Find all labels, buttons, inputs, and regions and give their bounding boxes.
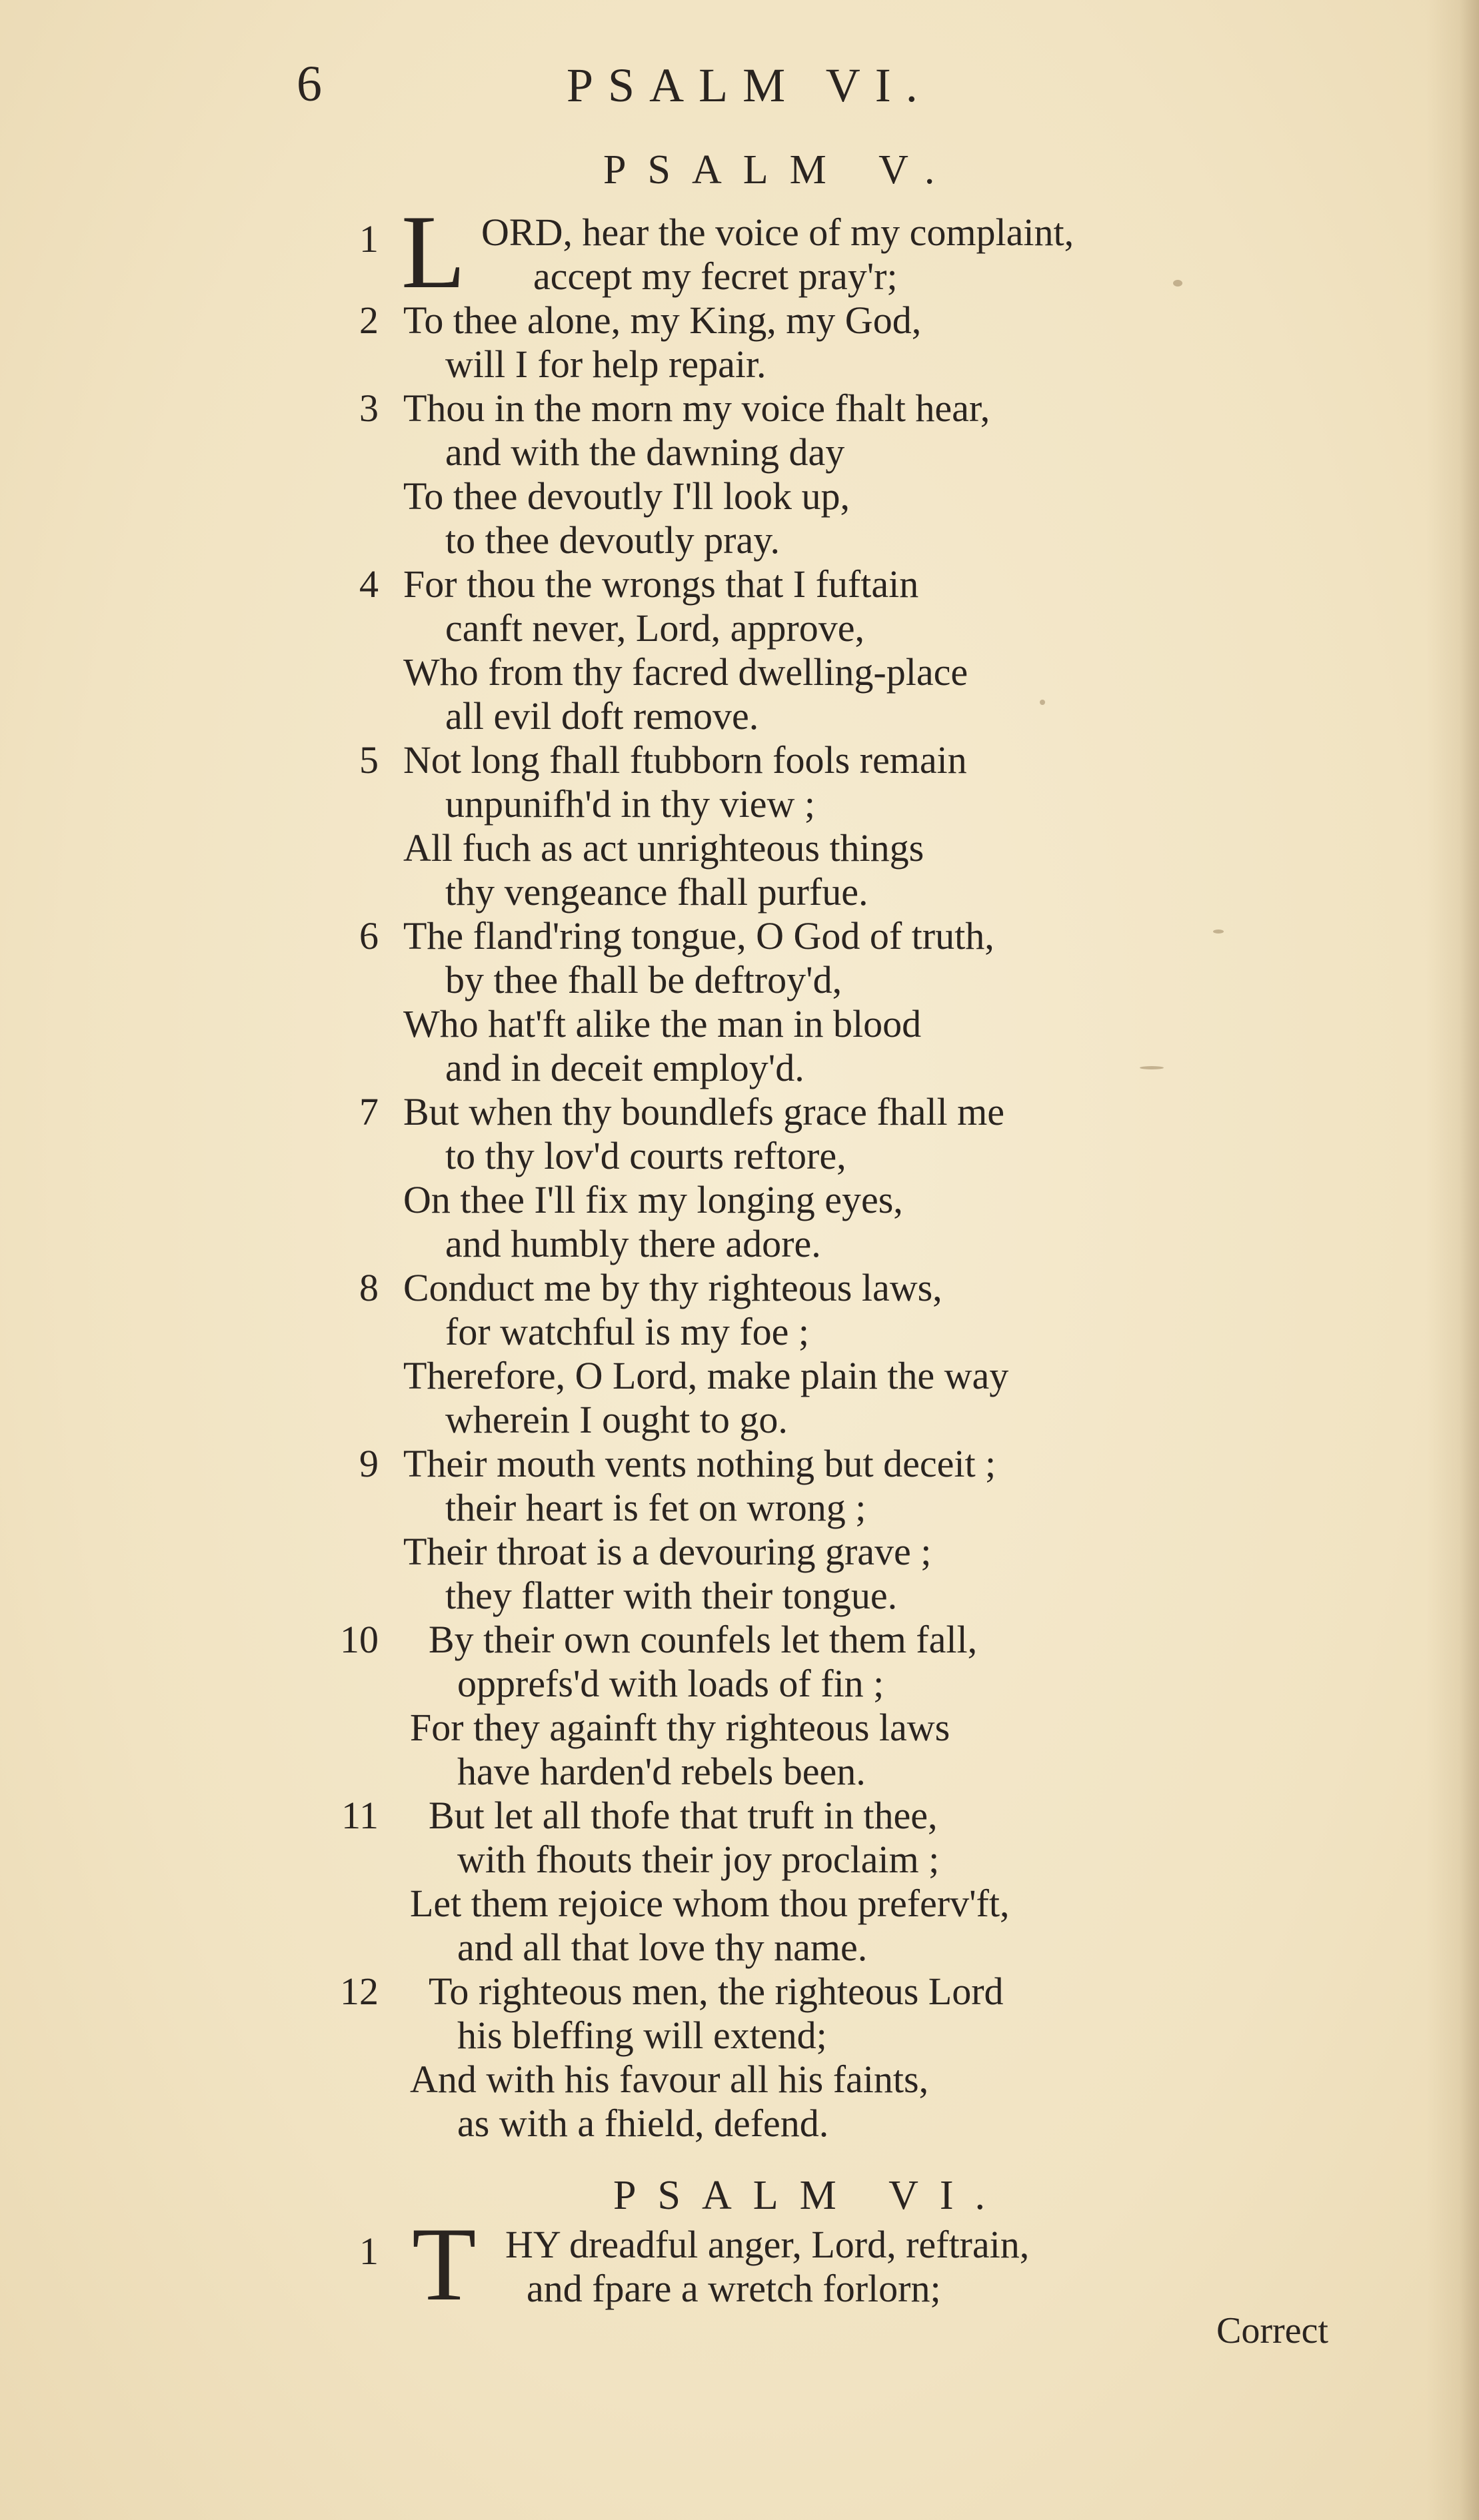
psalm-5-verse-line: By their own counfels let them fall,	[429, 1618, 978, 1661]
paper-spot	[1173, 280, 1182, 287]
catchword: Correct	[1216, 2310, 1328, 2351]
psalm-5-title: PSALM V.	[603, 147, 956, 193]
psalm-5-verse-line: canft never, Lord, approve,	[445, 606, 864, 650]
psalm-5-verse-number: 6	[359, 914, 379, 957]
psalm-5-verse-line: and in deceit employ'd.	[445, 1046, 804, 1089]
psalm-5-verse-number: 7	[359, 1090, 379, 1133]
psalm-6-verse-line: and fpare a wretch forlorn;	[527, 2267, 941, 2310]
psalm-5-verse-line: ORD, hear the voice of my complaint,	[481, 211, 1074, 254]
psalm-5-verse-number: 8	[359, 1266, 379, 1309]
psalm-5-verse-line: For they againft thy righteous laws	[410, 1706, 950, 1749]
psalm-5-verse-line: Who hat'ft alike the man in blood	[403, 1002, 922, 1045]
psalm-6-verse-number: 1	[359, 2229, 379, 2273]
psalm-5-verse-line: Not long fhall ftubborn fools remain	[403, 738, 967, 782]
psalm-5-verse-line: To thee alone, my King, my God,	[403, 299, 922, 342]
psalm-5-verse-line: On thee I'll fix my longing eyes,	[403, 1178, 903, 1221]
psalm-5-verse-number: 3	[359, 386, 379, 430]
psalm-5-verse-line: their heart is fet on wrong ;	[445, 1486, 866, 1529]
psalm-5-verse-line: But when thy boundlefs grace fhall me	[403, 1090, 1004, 1133]
psalm-5-verse-number: 5	[359, 738, 379, 782]
psalm-5-verse-line: For thou the wrongs that I fuftain	[403, 562, 919, 606]
psalm-5-verse-line: and humbly there adore.	[445, 1222, 821, 1265]
psalm-5-verse-line: by thee fhall be deftroy'd,	[445, 958, 842, 1001]
paper-spot	[1213, 930, 1224, 934]
psalm-5-verse-line: Let them rejoice whom thou preferv'ft,	[410, 1882, 1010, 1925]
psalm-5-verse-line: To righteous men, the righteous Lord	[429, 1970, 1004, 2013]
psalm-5-verse-number: 1	[359, 217, 379, 261]
running-head: PSALM VI.	[567, 59, 932, 112]
paper-spot	[1040, 700, 1045, 705]
psalm-5-verse-line: Who from thy facred dwelling-place	[403, 650, 968, 694]
psalm-5-verse-line: to thy lov'd courts reftore,	[445, 1134, 846, 1177]
psalm-5-drop-cap: L	[401, 194, 466, 311]
psalm-5-verse-line: wherein I ought to go.	[445, 1398, 788, 1441]
psalm-5-verse-number: 12	[340, 1970, 379, 2013]
psalm-5-verse-number: 10	[340, 1618, 379, 1661]
psalm-5-verse-line: But let all thofe that truft in thee,	[429, 1794, 938, 1837]
psalm-5-verse-line: all evil doft remove.	[445, 694, 759, 738]
psalm-5-verse-line: And with his favour all his faints,	[410, 2058, 929, 2101]
psalm-5-verse-line: accept my fecret pray'r;	[533, 255, 898, 298]
psalm-5-verse-line: and all that love thy name.	[457, 1926, 868, 1969]
page-number: 6	[297, 56, 322, 112]
psalm-5-verse-line: opprefs'd with loads of fin ;	[457, 1662, 884, 1705]
psalm-5-verse-line: To thee devoutly I'll look up,	[403, 474, 850, 518]
psalm-5-verse-number: 9	[359, 1442, 379, 1485]
psalm-5-verse-line: will I for help repair.	[445, 342, 766, 386]
psalm-5-verse-line: Thou in the morn my voice fhalt hear,	[403, 386, 990, 430]
psalm-5-verse-line: as with a fhield, defend.	[457, 2102, 829, 2145]
psalm-5-verse-line: and with the dawning day	[445, 430, 845, 474]
paper-spot	[1140, 1066, 1164, 1069]
psalm-5-verse-line: unpunifh'd in thy view ;	[445, 782, 815, 826]
psalm-5-verse-line: Therefore, O Lord, make plain the way	[403, 1354, 1009, 1397]
psalm-6-title: PSALM VI.	[613, 2173, 1007, 2218]
psalm-5-verse-line: with fhouts their joy proclaim ;	[457, 1838, 940, 1881]
psalm-5-verse-line: Their throat is a devouring grave ;	[403, 1530, 932, 1573]
psalm-5-verse-line: his bleffing will extend;	[457, 2014, 827, 2057]
psalm-6-drop-cap: T	[412, 2206, 477, 2323]
psalm-6-verse-line: HY dreadful anger, Lord, reftrain,	[505, 2223, 1030, 2266]
psalm-5-verse-line: have harden'd rebels been.	[457, 1750, 866, 1793]
psalm-5-verse-line: to thee devoutly pray.	[445, 518, 780, 562]
psalm-5-verse-number: 11	[341, 1794, 379, 1837]
psalm-5-verse-line: Conduct me by thy righteous laws,	[403, 1266, 942, 1309]
psalm-5-verse-line: they flatter with their tongue.	[445, 1574, 898, 1617]
psalm-5-verse-line: The fland'ring tongue, O God of truth,	[403, 914, 994, 957]
psalm-5-verse-line: All fuch as act unrighteous things	[403, 826, 924, 870]
psalm-5-verse-line: Their mouth vents nothing but deceit ;	[403, 1442, 996, 1485]
psalm-5-verse-line: for watchful is my foe ;	[445, 1310, 810, 1353]
psalm-5-verse-number: 4	[359, 562, 379, 606]
psalm-5-verse-number: 2	[359, 299, 379, 342]
psalm-5-verse-line: thy vengeance fhall purfue.	[445, 870, 868, 914]
